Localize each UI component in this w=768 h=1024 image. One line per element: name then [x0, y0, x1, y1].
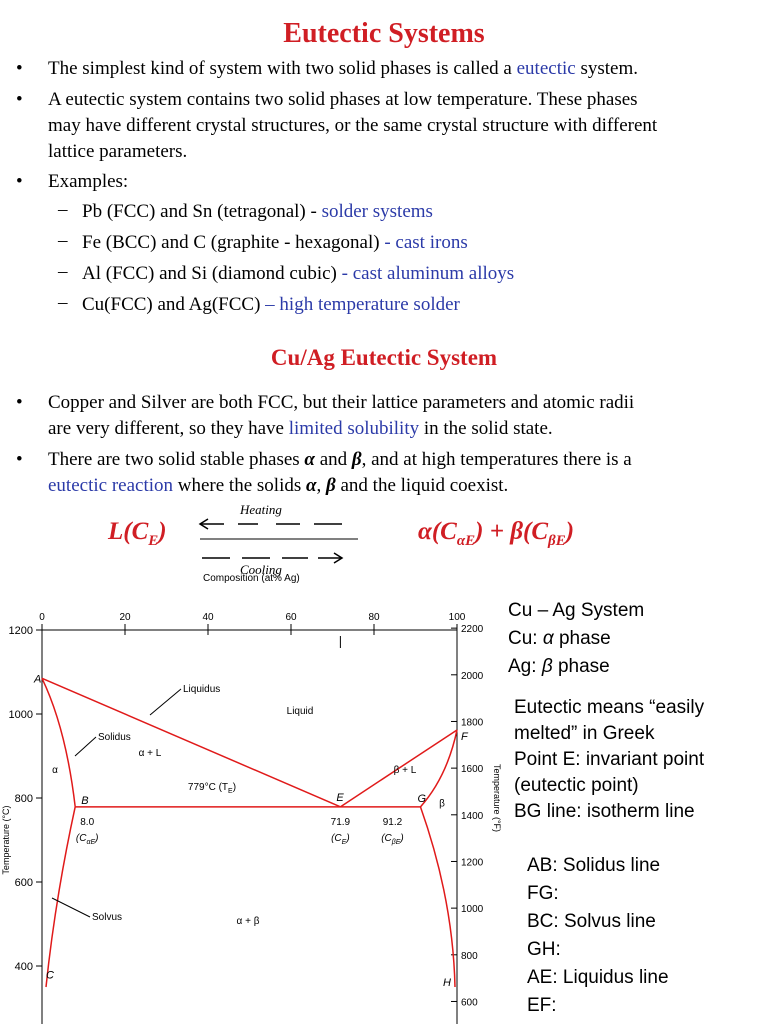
curve-label-solidus: Solidus — [98, 732, 131, 743]
solvus-curve-GH — [420, 807, 455, 990]
y-left-tick-label: 400 — [14, 961, 33, 973]
example-item: Cu(FCC) and Ag(FCC) – high temperature solder — [82, 294, 460, 315]
cooling-label: Cooling — [240, 562, 282, 577]
y-right-tick-label: 1600 — [461, 764, 484, 776]
region-label: α — [52, 764, 58, 776]
example-item: Fe (BCC) and C (graphite - hexagonal) - cast irons — [82, 232, 468, 253]
x-tick-label: 60 — [285, 612, 297, 623]
bullet-text-5: There are two solid stable phases α and β, and at high temperatures there is a eutectic reaction where the solids α, β and the liquid coexist. — [48, 449, 632, 496]
sub-bullet-marker: – — [58, 199, 68, 220]
x-tick-label: 0 — [39, 612, 45, 623]
composition-value: 8.0 — [80, 816, 95, 828]
y-right-tick-label: 1400 — [461, 810, 484, 822]
region-label: α + β — [236, 916, 260, 927]
curve-label-solvus: Solvus — [92, 912, 123, 923]
phase-diagram — [0, 598, 500, 1024]
region-label: β — [439, 798, 445, 810]
region-label: α + L — [138, 748, 162, 759]
composition-value: 91.2 — [382, 816, 403, 828]
composition-value: 71.9 — [330, 816, 351, 828]
sub-bullet-marker: – — [58, 292, 68, 313]
leader-line — [150, 689, 181, 715]
page-title: Eutectic Systems — [283, 18, 485, 49]
bullet-marker: • — [16, 171, 23, 192]
y-right-tick-label: 1800 — [461, 717, 484, 729]
bullet-marker: • — [16, 89, 23, 110]
composition-symbol: $(C_{\alpha E})$ — [75, 832, 99, 846]
composition-symbol: $(C_E)$ — [331, 832, 350, 846]
bullet-text-2: A eutectic system contains two solid phases at low temperature. These phases may have different crystal structures, or the same crystal structure with different lattice parameters. — [48, 89, 658, 162]
bullet-text-4: Copper and Silver are both FCC, but their lattice parameters and atomic radii are very different, so they have limited solubility in the solid state. — [48, 392, 635, 439]
side-notes-3: AB: Solidus line FG: BC: Solvus line GH: AE: Liquidus line EF: — [527, 855, 669, 1016]
sub-bullet-marker: – — [58, 261, 68, 282]
eutectic-term: eutectic — [516, 58, 576, 79]
y-right-tick-label: 2000 — [461, 670, 484, 682]
example-item: Al (FCC) and Si (diamond cubic) - cast aluminum alloys — [82, 263, 515, 284]
y-left-tick-label: 800 — [14, 793, 33, 805]
solvus-curve-BC — [46, 807, 75, 987]
point-label-H: H — [443, 977, 451, 990]
equation-right: $\alpha(C_{\alpha E}) + \beta(C_{\beta E})$ — [418, 518, 575, 549]
region-label: Liquid — [286, 706, 314, 717]
composition-label: Composition (at% Ag) — [203, 573, 300, 584]
y-right-tick-label: 1200 — [461, 857, 484, 869]
x-tick-label: 40 — [202, 612, 214, 623]
leader-line — [52, 898, 90, 917]
x-tick-label: 100 — [448, 612, 466, 623]
y-left-tick-label: 1000 — [8, 709, 33, 721]
equation-left: $L(C_E)$ — [108, 518, 167, 549]
y-left-tick-label: 1200 — [8, 625, 33, 637]
point-label-F: F — [461, 730, 468, 743]
composition-symbol: $(C_{\beta E})$ — [381, 832, 404, 846]
y-left-axis-title: Temperature (°C) — [1, 805, 11, 875]
x-tick-label: 20 — [119, 612, 131, 623]
y-right-tick-label: 1000 — [461, 904, 484, 916]
heating-label: Heating — [240, 502, 282, 517]
bullet-marker: • — [16, 58, 23, 79]
curve-label-liquidus: Liquidus — [183, 684, 221, 695]
bullet-marker: • — [16, 449, 23, 470]
sub-bullet-marker: – — [58, 230, 68, 251]
bullet-marker: • — [16, 392, 23, 413]
y-right-tick-label: 800 — [461, 950, 478, 962]
point-label-B: B — [81, 794, 89, 807]
y-right-axis-title: Temperature (°F) — [492, 763, 502, 833]
point-label-A: A — [34, 673, 42, 686]
eutectic-temperature-label: 779°C $(T_E)$ — [187, 782, 237, 795]
leader-line — [75, 737, 96, 756]
bullet-text-3: Examples: — [48, 171, 129, 192]
point-label-G: G — [417, 792, 427, 805]
point-label-E: E — [336, 791, 344, 804]
point-label-C: C — [46, 969, 54, 982]
x-tick-label: 80 — [368, 612, 380, 623]
y-right-tick-label: 2200 — [461, 624, 484, 636]
y-left-tick-label: 600 — [14, 877, 33, 889]
side-notes-2: Eutectic means “easily melted” in Greek Point E: invariant point (eutectic point) BG line: isotherm line — [514, 697, 705, 822]
bullet-text-1: The simplest kind of system with two solid phases is called a eutectic system. — [48, 58, 638, 79]
reaction-arrows — [190, 505, 370, 575]
y-right-tick-label: 600 — [461, 997, 478, 1009]
section-title: Cu/Ag Eutectic System — [270, 345, 498, 370]
side-notes-1: Cu – Ag System Cu: α phase Ag: β phase — [508, 600, 645, 677]
solidus-curve-AB — [42, 678, 75, 807]
example-item: Pb (FCC) and Sn (tetragonal) - solder systems — [82, 201, 433, 222]
region-label: β + L — [393, 764, 417, 776]
